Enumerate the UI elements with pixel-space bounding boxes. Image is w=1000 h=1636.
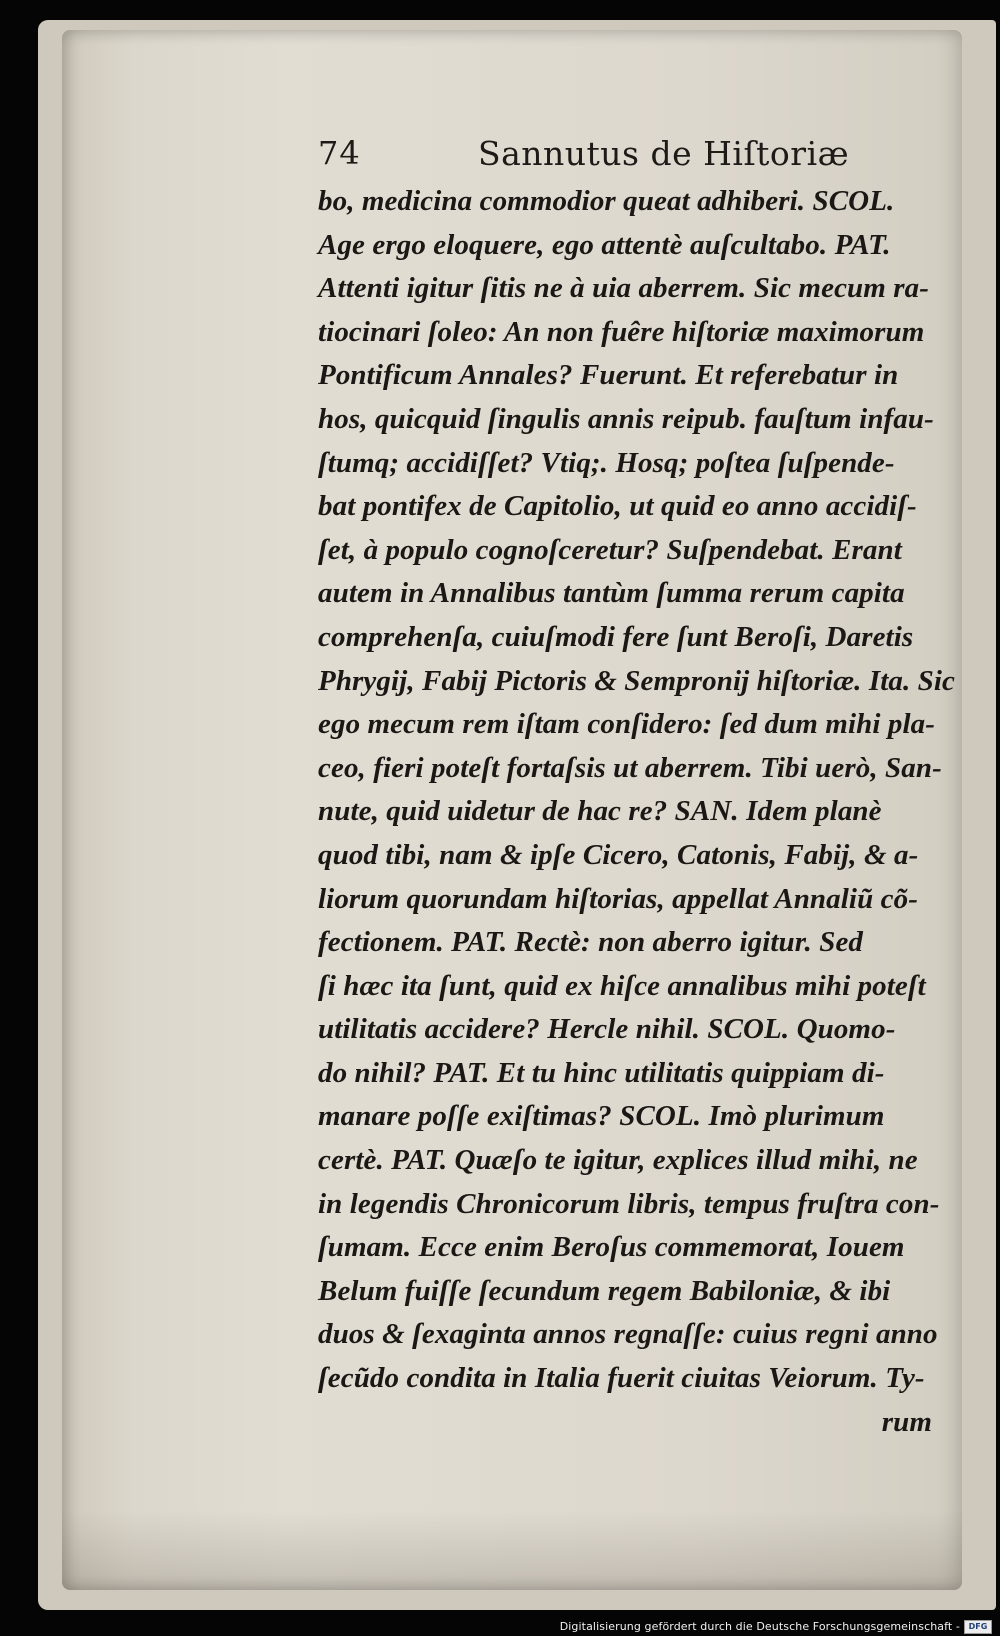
dfg-logo-icon: DFG: [964, 1620, 992, 1634]
text-line: ſecũdo condita in Italia fuerit ciuitas Veiorum. Ty-: [318, 1362, 925, 1395]
text-line: tiocinari ſoleo: An non fuêre hiſtoriæ maximorum: [318, 315, 925, 348]
text-line: comprehenſa, cuiuſmodi fere ſunt Beroſi, Daretis: [318, 620, 914, 653]
text-line: hos, quicquid ſingulis annis reipub. fauſtum infau-: [318, 402, 934, 435]
catchword: rum: [881, 1405, 932, 1438]
text-line: ſet, à populo cognoſceretur? Suſpendebat. Erant: [318, 533, 902, 566]
running-title: Sannutus de Hiſtoriæ: [478, 134, 850, 173]
text-line: certè. PAT. Quæſo te igitur, explices illud mihi, ne: [318, 1144, 918, 1177]
text-line: ſtumq; accidiſſet? Vtiq;. Hosq; poſtea ſuſpende-: [318, 446, 895, 479]
text-line: Belum fuiſſe ſecundum regem Babiloniæ, & ibi: [318, 1274, 891, 1307]
footer-bar: [0, 1616, 1000, 1636]
text-line: in legendis Chronicorum libris, tempus fruſtra con-: [318, 1187, 940, 1220]
text-line: liorum quorundam hiſtorias, appellat Annaliũ cõ-: [318, 882, 918, 915]
text-line: bat pontifex de Capitolio, ut quid eo anno accidiſ-: [318, 490, 917, 523]
page-number: 74: [318, 134, 361, 172]
text-line: manare poſſe exiſtimas? SCOL. Imò plurimum: [318, 1100, 885, 1133]
text-line: Attenti igitur ſitis ne à uia aberrem. Sic mecum ra-: [318, 272, 930, 305]
text-line: quod tibi, nam & ipſe Cicero, Catonis, Fabij, & a-: [318, 838, 919, 871]
text-line: ſumam. Ecce enim Beroſus commemorat, Iouem: [318, 1231, 905, 1264]
text-line: duos & ſexaginta annos regnaſſe: cuius regni anno: [318, 1318, 938, 1351]
text-line: Pontificum Annales? Fuerunt. Et referebatur in: [318, 359, 899, 392]
text-line: utilitatis accidere? Hercle nihil. SCOL. Quomo-: [318, 1013, 896, 1046]
text-line: ſi hæc ita ſunt, quid ex hiſce annalibus mihi poteſt: [318, 969, 926, 1002]
text-line: ego mecum rem iſtam conſidero: ſed dum mihi pla-: [318, 708, 935, 741]
text-line: nute, quid uidetur de hac re? SAN. Idem planè: [318, 795, 882, 828]
body-text: [318, 180, 956, 1444]
page-shadow: [62, 1510, 962, 1590]
text-line: ceo, fieri poteſt fortaſsis ut aberrem. Tibi uerò, San-: [318, 751, 942, 784]
page-header: [318, 134, 938, 178]
funding-credit: Digitalisierung gefördert durch die Deutsche Forschungsgemeinschaft -: [559, 1620, 960, 1633]
text-line: Phrygij, Fabij Pictoris & Sempronij hiſtoriæ. Ita. Sic: [318, 664, 956, 697]
text-line: do nihil? PAT. Et tu hinc utilitatis quippiam di-: [318, 1056, 885, 1089]
text-line: autem in Annalibus tantùm ſumma rerum capita: [318, 577, 905, 610]
text-line: fectionem. PAT. Rectè: non aberro igitur. Sed: [318, 926, 864, 959]
text-line: bo, medicina commodior queat adhiberi. SCOL.: [318, 185, 895, 217]
text-line: Age ergo eloquere, ego attentè auſcultabo. PAT.: [318, 228, 891, 261]
